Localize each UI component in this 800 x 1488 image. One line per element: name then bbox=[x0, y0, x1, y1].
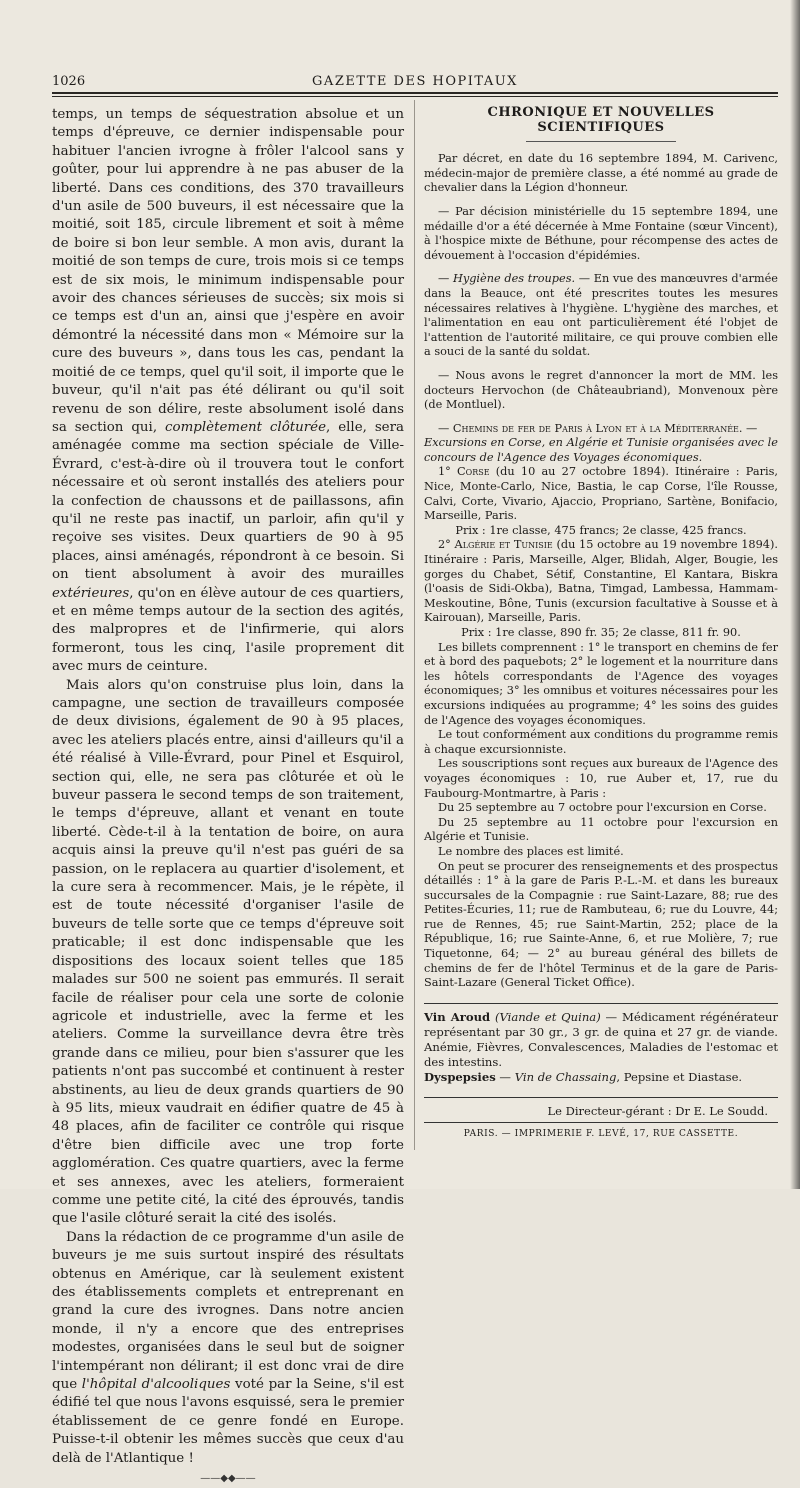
printer-rule bbox=[424, 1122, 778, 1123]
tout-paragraph: Le tout conformément aux conditions du programme remis à chaque excursionniste. bbox=[424, 728, 778, 756]
ads-block bbox=[424, 1010, 778, 1085]
header-rule-thin bbox=[52, 96, 778, 97]
excursion-corse-price: Prix : 1re classe, 475 francs; 2e classe, 425 francs. bbox=[455, 523, 747, 537]
right-column bbox=[424, 106, 778, 1142]
news-item-hygiene: — Hygiène des troupes. — En vue des manœuvres d'armée dans la Beauce, ont été prescrites toutes les mesures nécessaires relatives à l'hygiène. L'hygiène des marches, et l'alimentation en eau ont particulièrement été l'objet de l'attention de l'autorité militaire, ce qui prouve combien elle a souci de la santé du soldat. bbox=[424, 272, 778, 359]
section-title-rule bbox=[526, 141, 676, 142]
ad-dyspepsies: Dyspepsies — Vin de Chassaing, Pepsine et Diastase. bbox=[424, 1069, 743, 1084]
date-algerie: Du 25 septembre au 11 octobre pour l'excursion en Algérie et Tunisie. bbox=[424, 815, 778, 844]
left-paragraph-3: Dans la rédaction de ce programme d'un asile de buveurs je me suis surtout inspiré des résultats obtenus en Amérique, car là seulement existent des établissements complets et entreprenant en grand la cure des ivrognes. Dans notre ancien monde, il n'y a encore que des entreprises modestes, organisées dans le seul but de soigner l'intempérant non délirant; il est donc vrai de dire que l'hôpital d'alcooliques voté par la Seine, s'il est édifié tel que nous l'avons esquissé, sera le premier établissement de ce genre fondé en Europe. Puisse-t-il obtenir les mêmes succès que ceux d'au delà de l'Atlantique ! bbox=[52, 1229, 404, 1466]
excursion-algerie: 2° Algérie et Tunisie (du 15 octobre au 19 novembre 1894). Itinéraire : Paris, Marseille, Alger, Blidah, Alger, Bougie, les gorges du Chabet, Sétif, Constantine, El Kantara, Biskra (l'oasis de Sidi-Okba), Batna, Timgad, Lambessa, Hammam-Meskoutine, Bône, Tunis (excursion facultative à Sousse et à Kairouan), Marseille, Paris. bbox=[424, 538, 778, 625]
excursion-corse: 1° Corse (du 10 au 27 octobre 1894). Itinéraire : Paris, Nice, Monte-Carlo, Nice, Bastia, le cap Corse, l'île Rousse, Calvi, Corte, Vivario, Ajaccio, Propriano, Sartène, Bonifacio, Marseille, Paris. bbox=[424, 465, 778, 523]
ad-vin-aroud: Vin Aroud (Viande et Quina) — Médicament régénérateur représentant par 30 gr., 3 gr. de quina et 27 gr. de viande. Anémie, Fièvres, Convalescences, Maladies de l'estomac et des intestins. bbox=[424, 1009, 778, 1069]
left-paragraph-1: temps, un temps de séquestration absolue et un temps d'épreuve, ce dernier indispensable pour habituer l'ancien ivrogne à frôler l'alcool sans y goûter, pour lui apprendre à ne pas abuser de la liberté. Dans ces conditions, des 370 travailleurs d'un asile de 500 buveurs, il est nécessaire que la moitié, soit 185, circule librement et soit à même de boire si bon leur semble. A mon avis, durant la moitié de son temps de cure, trois mois si ce temps est de six mois, le minimum indispensable pour avoir des chances sérieuses de succès; six mois si ce temps est d'un an, ainsi que j'espère en avoir démontré la nécessité dans mon « Mémoire sur la cure des buveurs », dans tous les cas, pendant la moitié de ce temps, quel qu'il soit, il importe que le buveur, qu'il n'ait pas été délirant ou qu'il soit revenu de son délire, reste absolument isolé dans sa section qui, complètement clôturée, elle, sera aménagée comme ma section spéciale de Ville-Évrard, c'est-à-dire où il trouvera tout le confort nécessaire et où seront installés des ateliers pour la confection de chaussons et de paillassons, afin qu'il ne reste pas inactif, un parloir, afin qu'il y reçoive ses visites. Deux quartiers de 90 à 95 places, ainsi aménagés, répondront à ce besoin. Si on tient absolument à avoir des murailles extérieures, qu'on en élève autour de ces quartiers, et en même temps autour de la section des agités, des malpropres et de l'infirmerie, qui alors formeront, tous les cinq, l'asile proprement dit avec murs de ceinture. bbox=[52, 107, 404, 675]
page-header bbox=[52, 74, 778, 92]
column-divider bbox=[414, 100, 415, 1150]
header-rule bbox=[52, 92, 778, 94]
billets-paragraph: Les billets comprennent : 1° le transport en chemins de fer et à bord des paquebots; 2° le logement et la nourriture dans les hôtels correspondants de l'Agence des voyages économiques; 3° les omnibus et voitures nécessaires pour les excursions indiquées au programme; 4° les soins des guides de l'Agence des voyages économiques. bbox=[424, 640, 778, 727]
souscriptions-paragraph: Les souscriptions sont reçues aux bureaux de l'Agence des voyages économiques : 10, rue Auber et, 17, rue du Faubourg-Montmartre, à Paris : bbox=[424, 757, 778, 800]
director-signature: Le Directeur-gérant : Dr E. Le Soudd. bbox=[547, 1103, 768, 1118]
page-number: 1026 bbox=[52, 74, 86, 89]
news-item-medal: — Par décision ministérielle du 15 septembre 1894, une médaille d'or a été décernée à Mme Fontaine (sœur Vincent), à l'hospice mixte de Béthune, pour récompense des actes de dévouement à l'occasion d'épidémies. bbox=[424, 204, 778, 262]
page-edge-shadow bbox=[790, 0, 800, 1189]
info-paragraph: On peut se procurer des renseignements et des prospectus détaillés : 1° à la gare de Paris P.-L.-M. et dans les bureaux succursales de la Compagnie : rue Saint-Lazare, 88; rue des Petites-Écuries, 11; rue de Rambuteau, 6; rue du Louvre, 44; rue de Rennes, 45; rue Saint-Martin, 252; place de la République, 16; rue Sainte-Anne, 6, et rue Molière, 7; rue Tiquetonne, 64; — 2° au bureau général des billets de chemins de fer de l'hôtel Terminus et de la gare de Paris-Saint-Lazare (General Ticket Office). bbox=[424, 859, 778, 990]
printer-line: PARIS. — IMPRIMERIE F. LEVÉ, 17, RUE CASSETTE. bbox=[463, 1129, 739, 1140]
section-title: CHRONIQUE ET NOUVELLES SCIENTIFIQUES bbox=[487, 105, 715, 135]
railway-subheading: Excursions en Corse, en Algérie et Tunisie organisées avec le concours de l'Agence des Voyages économiques. bbox=[424, 436, 778, 464]
excursion-algerie-price: Prix : 1re classe, 890 fr. 35; 2e classe, 811 fr. 90. bbox=[461, 626, 741, 639]
journal-title: GAZETTE DES HOPITAUX bbox=[312, 74, 518, 89]
news-item-obituary: — Nous avons le regret d'annoncer la mort de MM. les docteurs Hervochon (de Châteaubriand), Monvenoux père (de Montluel). bbox=[424, 368, 778, 412]
left-column bbox=[52, 106, 404, 1488]
news-item-decree: Par décret, en date du 16 septembre 1894, M. Carivenc, médecin-major de première classe, a été nommé au grade de chevalier dans la Légion d'honneur. bbox=[424, 152, 778, 195]
signature-rule bbox=[424, 1097, 778, 1098]
end-ornament: ——◆◆—— bbox=[200, 1473, 256, 1485]
places-limit: Le nombre des places est limité. bbox=[438, 844, 624, 858]
ads-rule bbox=[424, 1003, 778, 1004]
left-paragraph-2: Mais alors qu'on construise plus loin, dans la campagne, une section de travailleurs composée de deux divisions, également de 90 à 95 places, avec les ateliers placés entre, ainsi d'ailleurs qu'il a été réalisé à Ville-Évrard, pour Pinel et Esquirol, section qui, elle, ne sera pas clôturée et où le buveur passera le second temps de son traitement, le temps d'épreuve, allant et venant en toute liberté. Cède-t-il à la tentation de boire, on aura acquis ainsi la preuve qu'il n'est pas guéri de sa passion, on le replacera au quartier d'isolement, et la cure sera à recommencer. Mais, je le répète, il est de toute nécessité d'organiser l'asile de buveurs de telle sorte que ce temps d'épreuve soit praticable; il est donc indispensable que les dispositions des locaux soient telles que 185 malades sur 500 ne soient pas emmurés. Il serait facile de réaliser pour cela une sorte de colonie agricole et industrielle, avec la ferme et les ateliers. Comme la surveillance devra être très grande dans ce milieu, pour bien s'assurer que les patients n'ont pas succombé et continuent à rester abstinents, au lieu de deux grands quartiers de 90 à 95 lits, mieux vaudrait en édifier quatre de 45 à 48 places, afin de faciliter ce contrôle qui risque d'être bien difficile avec une trop forte agglomération. Ces quatre quartiers, avec la ferme et ses annexes, avec les ateliers, formeraient comme une petite cité, la cité des éprouvés, tandis que l'asile clôturé serait la cité des isolés. bbox=[52, 677, 404, 1227]
railway-heading: — Chemins de fer de Paris à Lyon et à la Méditerranée. — bbox=[438, 421, 758, 435]
date-corse: Du 25 septembre au 7 octobre pour l'excursion en Corse. bbox=[438, 801, 767, 815]
